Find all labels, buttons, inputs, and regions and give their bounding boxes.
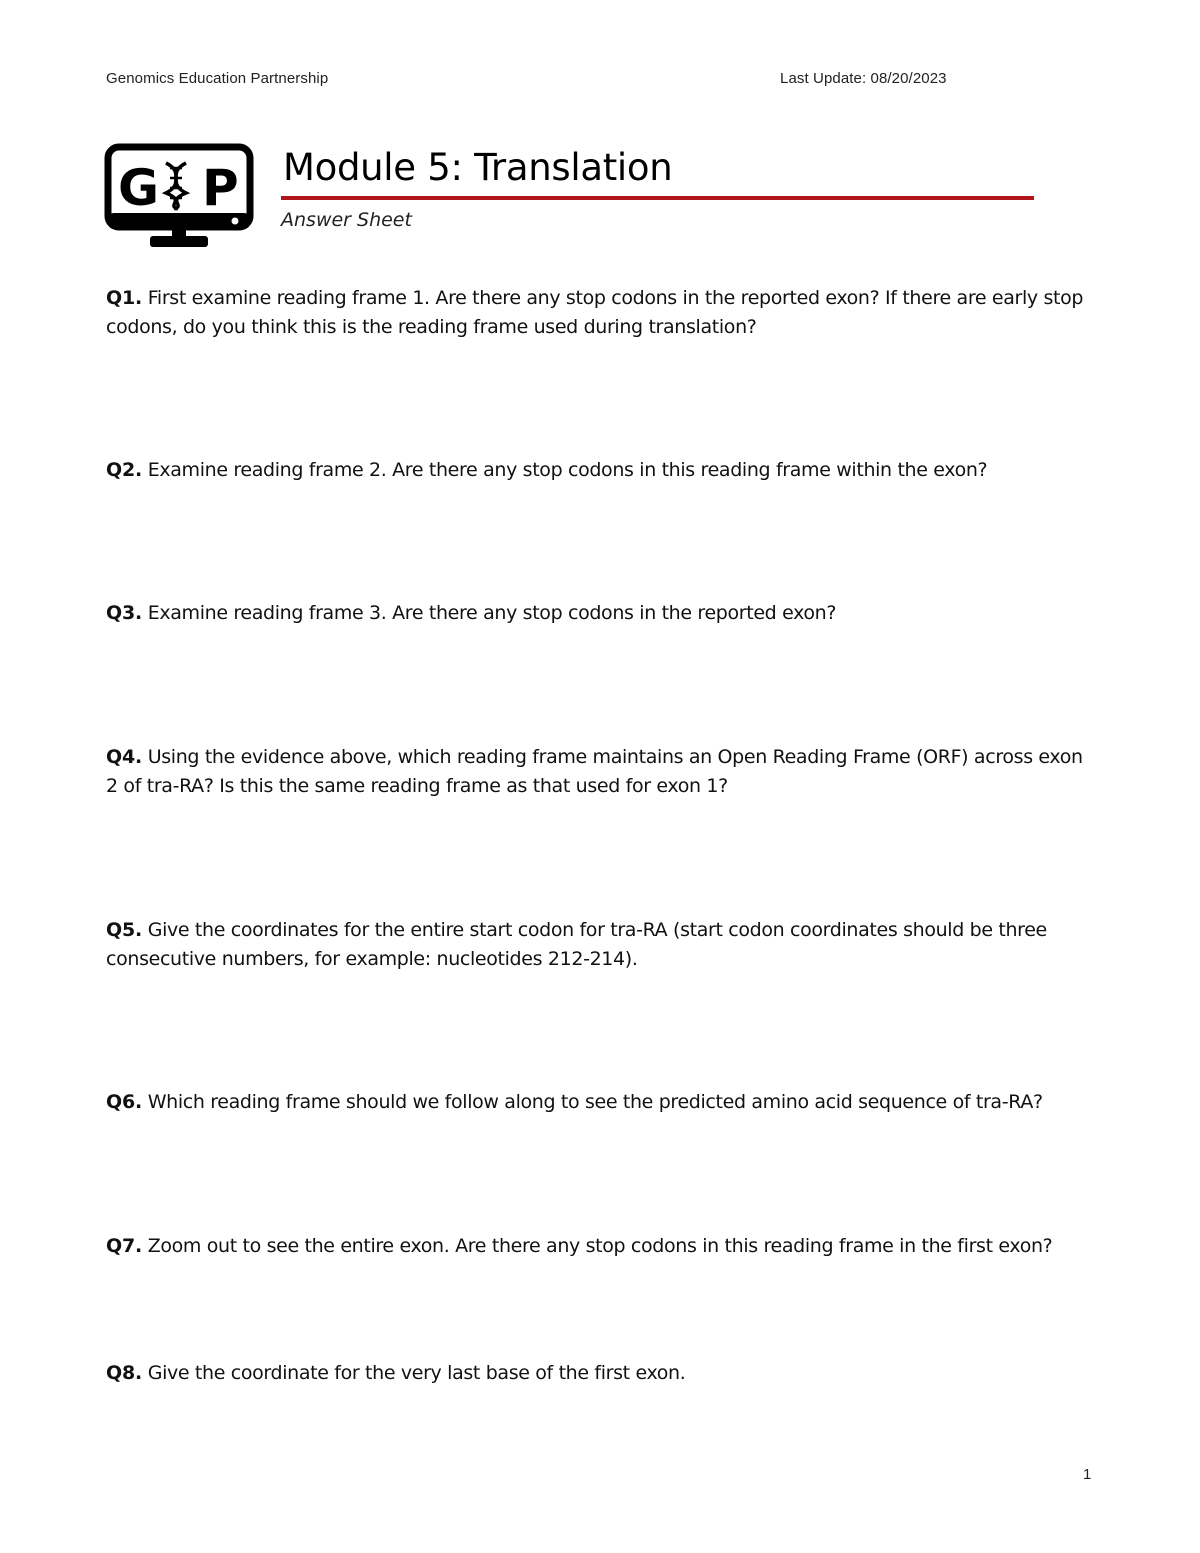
page-title: Module 5: Translation (283, 146, 673, 189)
svg-text:G: G (118, 159, 160, 217)
question-text: Which reading frame should we follow along to see the predicted amino acid sequence of tra-RA? (147, 1091, 1043, 1113)
svg-text:P: P (202, 159, 239, 217)
question-label: Q1. (106, 287, 142, 309)
question-text: Zoom out to see the entire exon. Are there any stop codons in this reading frame in the first exon? (147, 1235, 1053, 1257)
question-8 (106, 1359, 1096, 1388)
question-label: Q2. (106, 459, 142, 481)
question-label: Q3. (106, 602, 142, 624)
question-1 (106, 284, 1096, 342)
question-text: Give the coordinate for the very last base of the first exon. (147, 1362, 686, 1384)
question-text: First examine reading frame 1. Are there any stop codons in the reported exon? If there are early stop codons, do you think this is the reading frame used during translation? (106, 287, 1084, 338)
page-number: 1 (1083, 1466, 1092, 1483)
question-label: Q5. (106, 919, 142, 941)
question-text: Using the evidence above, which reading frame maintains an Open Reading Frame (ORF) across exon 2 of tra-RA? Is this the same reading frame as that used for exon 1? (106, 746, 1083, 797)
question-7 (106, 1232, 1096, 1261)
question-label: Q8. (106, 1362, 142, 1384)
question-text: Examine reading frame 3. Are there any stop codons in the reported exon? (147, 602, 837, 624)
question-4 (106, 743, 1096, 801)
page-subtitle: Answer Sheet (281, 209, 412, 231)
question-5 (106, 916, 1096, 974)
question-label: Q6. (106, 1091, 142, 1113)
question-6 (106, 1088, 1096, 1117)
question-3 (106, 599, 1096, 628)
header-organization: Genomics Education Partnership (106, 70, 329, 87)
title-divider (281, 196, 1034, 200)
question-2 (106, 456, 1096, 485)
header-last-update: Last Update: 08/20/2023 (780, 70, 947, 87)
question-text: Examine reading frame 2. Are there any stop codons in this reading frame within the exon? (147, 459, 988, 481)
question-label: Q4. (106, 746, 142, 768)
question-text: Give the coordinates for the entire start codon for tra-RA (start codon coordinates should be three consecutive numbers, for example: nucleotides 212-214). (106, 919, 1047, 970)
gep-logo-icon (104, 143, 254, 251)
question-label: Q7. (106, 1235, 142, 1257)
